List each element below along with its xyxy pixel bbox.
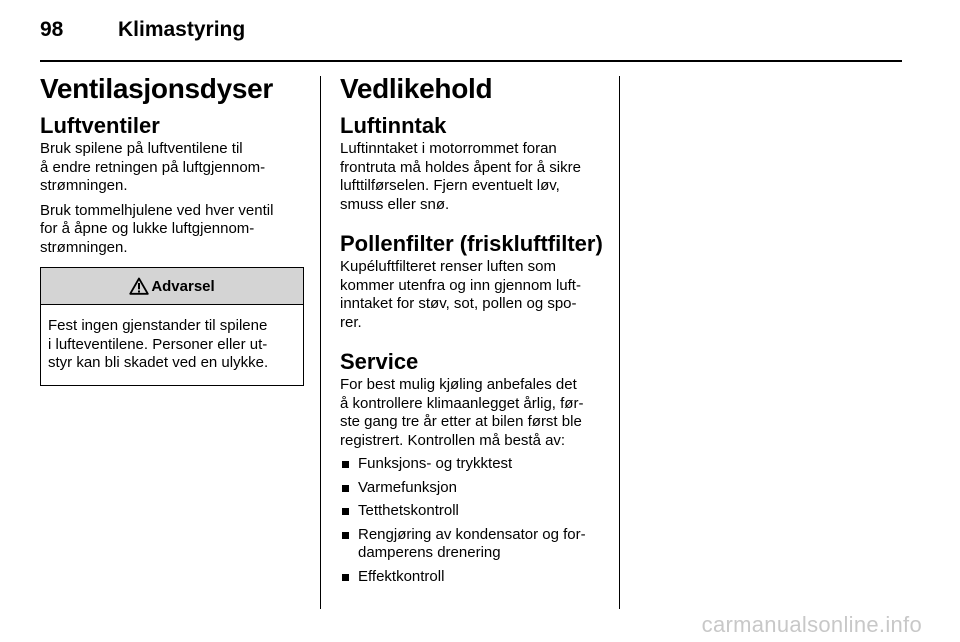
list-item [340, 568, 606, 587]
warning-triangle-icon [129, 277, 149, 295]
bullet-square-icon [342, 508, 349, 515]
bullet-square-icon [342, 532, 349, 539]
bullet-square-icon [342, 461, 349, 468]
text-line: smuss eller snø. [340, 195, 450, 213]
paragraph-pollenfilter [340, 258, 606, 332]
watermark: carmanualsonline.info [701, 612, 922, 637]
text-line: Bruk spilene på luftventilene til [40, 140, 243, 157]
list-item [340, 455, 606, 474]
subheading-service: Service [340, 349, 419, 374]
header-divider [40, 60, 902, 62]
text-line: strømningen. [40, 238, 128, 256]
bullet-square-icon [342, 485, 349, 492]
paragraph-luftinntak [340, 140, 606, 214]
list-item-text: Funksjons- og trykktest [358, 455, 513, 472]
right-column [340, 70, 606, 586]
warning-title: Advarsel [151, 277, 215, 295]
list-item-text: Rengjøring av kondensator og for- [358, 525, 586, 543]
chapter-title: Klimastyring [118, 18, 246, 41]
list-item-text: Effektkontroll [358, 567, 445, 585]
text-line: ste gang tre år etter at bilen først ble [340, 413, 582, 430]
service-checklist [340, 455, 606, 586]
text-line: frontruta må holdes åpent for å sikre [340, 158, 581, 176]
bullet-square-icon [342, 574, 349, 581]
text-line: Luftinntaket i motorrommet foran [340, 140, 557, 157]
section-heading-ventilasjonsdyser: Ventilasjonsdyser [40, 73, 274, 104]
text-line: lufttilførselen. Fjern eventuelt løv, [340, 177, 560, 194]
text-line: kommer utenfra og inn gjennom luft- [340, 276, 581, 294]
subheading-luftventiler: Luftventiler [40, 113, 160, 138]
section-heading-vedlikehold: Vedlikehold [340, 73, 493, 104]
text-line: for å åpne og lukke luftgjennom- [40, 220, 255, 237]
text-line: registrert. Kontrollen må bestå av: [340, 431, 566, 449]
text-line: Kupéluftfilteret renser luften som [340, 258, 556, 275]
text-line: rer. [340, 313, 362, 331]
list-item-text: damperens drenering [358, 544, 501, 561]
paragraph-service [340, 376, 606, 450]
text-line: Fest ingen gjenstander til spilene [48, 317, 268, 334]
warning-text [41, 305, 303, 385]
column-divider-left [320, 76, 321, 609]
list-item-text: Varmefunksjon [358, 478, 457, 496]
subheading-pollenfilter: Pollenfilter (friskluftfilter) [340, 231, 603, 256]
list-item [340, 502, 606, 521]
left-column [40, 70, 306, 386]
text-line: strømningen. [40, 177, 128, 194]
text-line: inntaket for støv, sot, pollen og spo- [340, 295, 577, 312]
page-number: 98 [40, 18, 64, 41]
warning-header [41, 268, 303, 305]
text-line: styr kan bli skadet ved en ulykke. [48, 354, 269, 371]
paragraph-spiles [40, 140, 306, 196]
text-line: å endre retningen på luftgjennom- [40, 158, 266, 176]
warning-box [40, 267, 304, 386]
text-line: i lufteventilene. Personer eller ut- [48, 335, 268, 353]
subheading-luftinntak: Luftinntak [340, 113, 447, 138]
column-divider-right [619, 76, 620, 609]
list-item-text: Tetthetskontroll [358, 502, 459, 519]
list-item [340, 526, 606, 563]
list-item [340, 479, 606, 498]
text-line: For best mulig kjøling anbefales det [340, 376, 577, 393]
paragraph-thumbwheels [40, 202, 306, 258]
text-line: Bruk tommelhjulene ved hver ventil [40, 201, 274, 219]
text-line: å kontrollere klimaanlegget årlig, før- [340, 394, 584, 412]
